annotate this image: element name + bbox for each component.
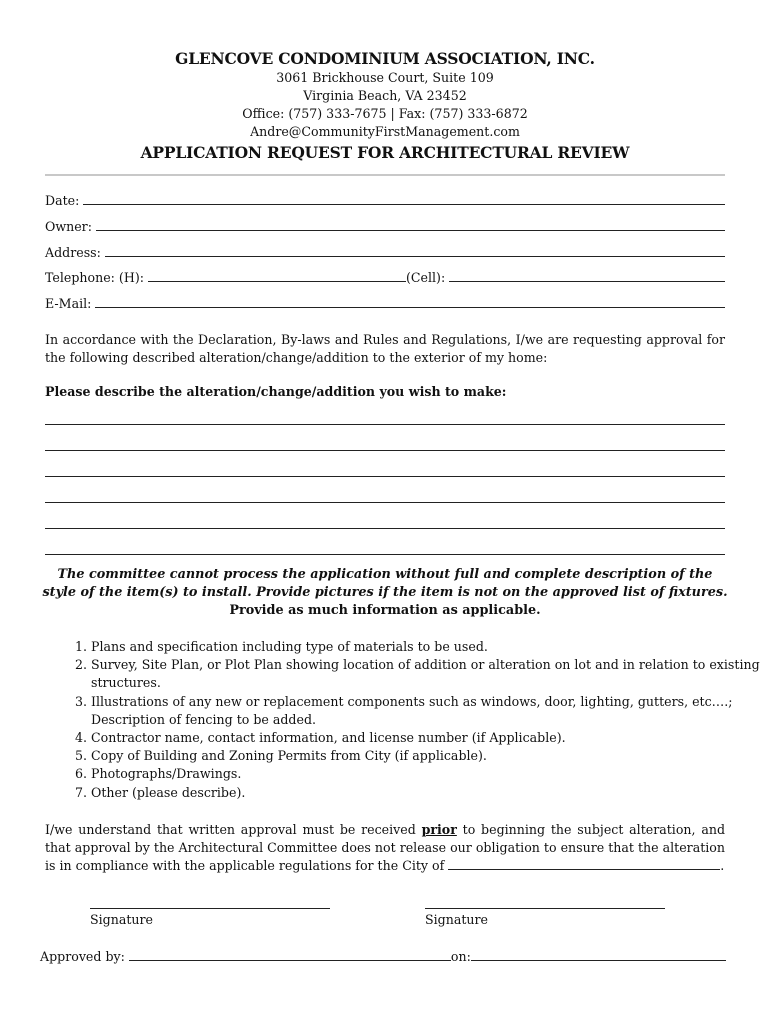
city-blank[interactable] [448,869,720,870]
address-label: Address: [45,245,101,260]
address-line[interactable] [105,256,725,257]
email-field[interactable] [45,293,725,311]
date-field[interactable] [45,190,725,208]
contact-email: Andre@CommunityFirstManagement.com [250,124,520,139]
telephone-field[interactable] [45,267,725,285]
signature-label-right: Signature [425,912,488,927]
approval-date-line[interactable] [471,960,726,961]
list-item: 6. Photographs/Drawings. [91,765,770,783]
address-field[interactable] [45,242,725,260]
cell-label: (Cell): [405,270,446,285]
intro-paragraph: In accordance with the Declaration, By-laws and Rules and Regulations, I/we are requesting approval for the following described alteration/change/addition to the exterior of my home: [45,332,725,365]
email-line[interactable] [95,307,725,308]
description-line[interactable] [45,476,725,477]
description-line[interactable] [45,554,725,555]
approval-field[interactable] [40,946,726,964]
agreement-text-2: to beginning the subject alteration, and that approval by the Architectural Committee does not release our obligation to ensure that the alteration is in compliance with the applicable regulations for the City of [45,822,726,873]
description-line[interactable] [45,450,725,451]
email-label: E-Mail: [45,296,92,311]
address-line-1: 3061 Brickhouse Court, Suite 109 [276,70,494,85]
committee-notice [40,566,730,620]
signature-line-left[interactable] [90,908,330,909]
owner-field[interactable] [45,216,725,234]
cell-phone-line[interactable] [449,281,725,282]
date-label: Date: [45,193,80,208]
notice-plain-text: Provide as much information as applicable. [229,603,541,618]
list-item: 2. Survey, Site Plan, or Plot Plan showing location of addition or alteration on lot and in relation to existing structures. [91,656,770,692]
header-divider [45,174,725,176]
description-line[interactable] [45,528,725,529]
description-line[interactable] [45,502,725,503]
notice-italic-text: The committee cannot process the application without full and complete description of the style of the item(s) to install. Provide pictures if the item is not on the approved list of fixtures. [42,567,728,600]
home-phone-line[interactable] [148,281,406,282]
approved-by-label: Approved by: [40,949,125,964]
prior-emphasis: prior [421,822,457,837]
describe-prompt: Please describe the alteration/change/addition you wish to make: [45,384,507,399]
approved-by-line[interactable] [129,960,451,961]
agreement-end: . [720,858,725,873]
requirements-list [45,638,770,802]
list-item: 3. Illustrations of any new or replacement components such as windows, door, lighting, gutters, etc….; Description of fencing to be added. [91,693,770,729]
signature-line-right[interactable] [425,908,665,909]
owner-label: Owner: [45,219,92,234]
phone-fax-line: Office: (757) 333-7675 | Fax: (757) 333-6872 [242,106,528,121]
description-line[interactable] [45,424,725,425]
list-item: 4. Contractor name, contact information, and license number (if Applicable). [91,729,770,747]
on-label: on: [450,949,471,964]
organization-name: GLENCOVE CONDOMINIUM ASSOCIATION, INC. [175,49,595,68]
agreement-text-1: I/we understand that written approval must be received [45,822,422,837]
list-item: 5. Copy of Building and Zoning Permits from City (if applicable). [91,747,770,765]
list-item: 7. Other (please describe). [91,784,770,802]
telephone-label: Telephone: (H): [45,270,144,285]
form-title: APPLICATION REQUEST FOR ARCHITECTURAL REVIEW [140,143,630,162]
owner-line[interactable] [96,230,725,231]
signature-label-left: Signature [90,912,153,927]
agreement-paragraph [45,821,725,875]
address-line-2: Virginia Beach, VA 23452 [303,88,467,103]
list-item: 1. Plans and specification including type of materials to be used. [91,638,770,656]
date-line[interactable] [83,204,725,205]
